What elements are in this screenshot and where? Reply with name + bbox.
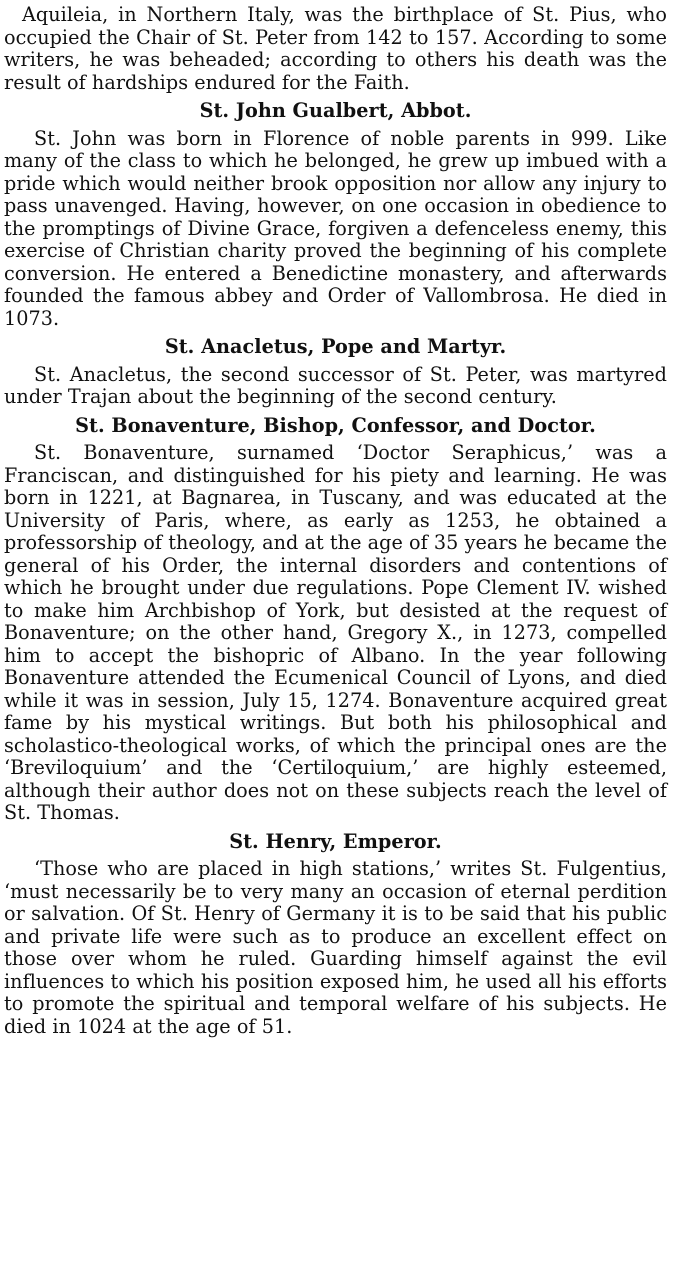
- newspaper-column: [4, 4, 667, 1038]
- section-henry: [4, 831, 667, 1039]
- section-heading: St. John Gualbert, Abbot.: [199, 99, 472, 122]
- section-anacletus: [4, 336, 667, 409]
- section-john-gualbert: [4, 100, 667, 330]
- section-heading: St. Henry, Emperor.: [229, 829, 442, 853]
- section-paragraph: St. John was born in Florence of noble parents in 999. Like many of the class to which he belonged, he grew up imbued with a pride which would neither brook opposition nor allow any injury to pass unavenged. Having, however, on one occasion in obedience to the promptings of Divine Grace, forgiven a defenceless enemy, this exercise of Christian charity proved the beginning of his complete conversion. He entered a Benedictine monastery, and afterwards founded the famous abbey and Order of Vallombrosa. He died in 1073.: [4, 126, 667, 330]
- intro-paragraph: Aquileia, in Northern Italy, was the birthplace of St. Pius, who occupied the Chair of St. Peter from 142 to 157. According to some writers, he was beheaded; according to others his death was the result of hardships endured for the Faith.: [4, 3, 667, 94]
- section-bonaventure: [4, 415, 667, 825]
- section-paragraph: St. Bonaventure, surnamed ‘Doctor Seraphicus,’ was a Franciscan, and distinguished for his piety and learning. He was born in 1221, at Bagnarea, in Tuscany, and was educated at the University of Paris, where, as early as 1253, he obtained a professorship of theology, and at the age of 35 years he became the general of his Order, the internal disorders and contentions of which he brought under due regulations. Pope Clement IV. wished to make him Archbishop of York, but desisted at the request of Bonaventure; on the other hand, Gregory X., in 1273, compelled him to accept the bishopric of Albano. In the year following Bonaventure attended the Ecumenical Council of Lyons, and died while it was in session, July 15, 1274. Bonaventure acquired great fame by his mystical writings. But both his philosophical and scholastico-theological works, of which the principal ones are the ‘Breviloquium’ and the ‘Certiloquium,’ are highly esteemed, although their author does not on these subjects reach the level of St. Thomas.: [4, 441, 667, 824]
- section-paragraph: St. Anacletus, the second successor of St. Peter, was martyred under Trajan about the beginning of the second century.: [4, 362, 667, 408]
- section-heading: St. Anacletus, Pope and Martyr.: [164, 335, 507, 358]
- section-heading: St. Bonaventure, Bishop, Confessor, and Doctor.: [75, 413, 596, 437]
- section-paragraph: ‘Those who are placed in high stations,’ writes St. Fulgentius, ‘must necessarily be to very many an occasion of eternal perdition or salvation. Of St. Henry of Germany it is to be said that his public and private life were such as to produce an excellent effect on those over whom he ruled. Guarding himself against the evil influences to which his position exposed him, he used all his efforts to promote the spiritual and temporal welfare of his subjects. He died in 1024 at the age of 51.: [4, 857, 667, 1038]
